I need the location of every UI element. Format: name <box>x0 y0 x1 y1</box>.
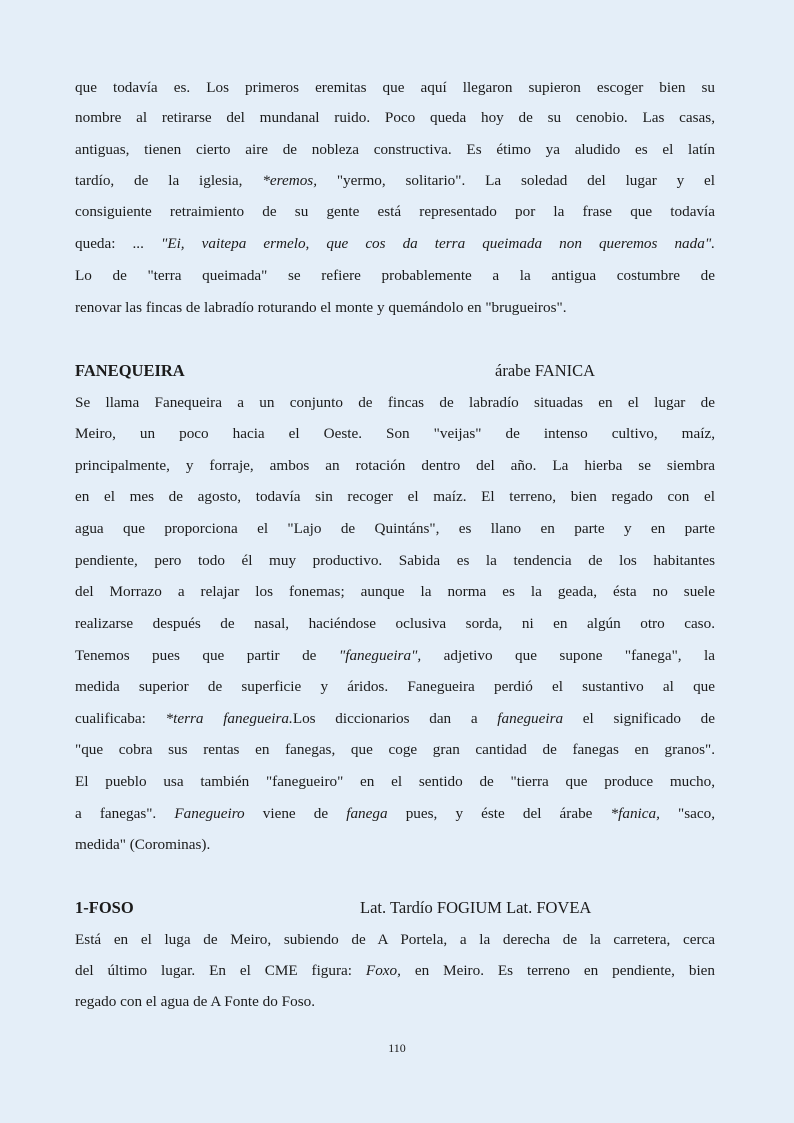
text-line: Se llama Fanequeira a un conjunto de fincas de labradío situadas en el lugar de <box>75 394 715 411</box>
text-line: agua que proporciona el "Lajo de Quintáns", es llano en parte y en parte <box>75 520 715 537</box>
text-line: Tenemos pues que partir de "fanegueira", adjetivo que supone "fanega", la <box>75 647 715 664</box>
page-number: 110 <box>388 1041 406 1055</box>
text-line: consiguiente retraimiento de su gente está representado por la frase que todavía <box>75 203 715 220</box>
text-line: que todavía es. Los primeros eremitas que aquí llegaron supieron escoger bien su <box>75 79 715 96</box>
text-line: a fanegas". Fanegueiro viene de fanega pues, y éste del árabe *fanica, "saco, <box>75 805 716 822</box>
entry-title: FANEQUEIRA <box>75 361 185 380</box>
text-line: antiguas, tienen cierto aire de nobleza constructiva. Es étimo ya aludido es el latín <box>75 141 715 158</box>
italic-term: *terra fanegueira. <box>165 710 293 727</box>
italic-term: *fanica, <box>610 805 660 822</box>
italic-term: Foxo, <box>365 962 401 979</box>
italic-term: Fanegueiro <box>174 805 245 822</box>
text-line: principalmente, y forraje, ambos an rotación dentro del año. La hierba se siembra <box>75 457 715 474</box>
entry-etymology: árabe FANICA <box>495 361 596 380</box>
italic-term: "fanegueira", <box>338 647 422 664</box>
text-line: queda: ... "Ei, vaitepa ermelo, que cos da terra queimada non queremos nada". <box>75 235 716 252</box>
text-line: "que cobra sus rentas en fanegas, que coge gran cantidad de fanegas en granos". <box>75 741 715 758</box>
text-line: medida" (Corominas). <box>75 836 211 853</box>
text-line: pendiente, pero todo él muy productivo. Sabida es la tendencia de los habitantes <box>75 552 715 569</box>
text-line: El pueblo usa también "fanegueiro" en el sentido de "tierra que produce mucho, <box>75 773 715 790</box>
text-line: tardío, de la iglesia, *eremos, "yermo, solitario". La soledad del lugar y el <box>75 172 715 189</box>
text-line: Lo de "terra queimada" se refiere probablemente a la antigua costumbre de <box>75 267 715 284</box>
entry-title: 1-FOSO <box>75 898 134 917</box>
text-line: Está en el luga de Meiro, subiendo de A Portela, a la derecha de la carretera, cerca <box>75 931 715 948</box>
text-line: en el mes de agosto, todavía sin recoger el maíz. El terreno, bien regado con el <box>75 488 715 505</box>
text-line: del último lugar. En el CME figura: Foxo, en Meiro. Es terreno en pendiente, bien <box>75 962 715 979</box>
text-line: realizarse después de nasal, haciéndose oclusiva sorda, ni en algún otro caso. <box>75 615 715 632</box>
entry-etymology: Lat. Tardío FOGIUM Lat. FOVEA <box>360 898 592 917</box>
text-line: Meiro, un poco hacia el Oeste. Son "veijas" de intenso cultivo, maíz, <box>75 425 715 442</box>
text-line: renovar las fincas de labradío roturando el monte y quemándolo en "brugueiros". <box>75 299 567 316</box>
italic-term: fanega <box>346 805 388 822</box>
text-line: regado con el agua de A Fonte do Foso. <box>75 993 316 1010</box>
italic-quote: "Ei, vaitepa ermelo, que cos da terra queimada non queremos nada". <box>160 235 716 252</box>
text-line: nombre al retirarse del mundanal ruido. Poco queda hoy de su cenobio. Las casas, <box>75 109 715 126</box>
italic-term: fanegueira <box>497 710 564 727</box>
text-line: del Morrazo a relajar los fonemas; aunque la norma es la geada, ésta no suele <box>75 583 715 600</box>
text-line: medida superior de superficie y áridos. Fanegueira perdió el sustantivo al que <box>75 678 715 695</box>
italic-term: *eremos, <box>262 172 318 189</box>
text-line: cualificaba: *terra fanegueira.Los diccionarios dan a fanegueira el significado de <box>75 710 715 727</box>
